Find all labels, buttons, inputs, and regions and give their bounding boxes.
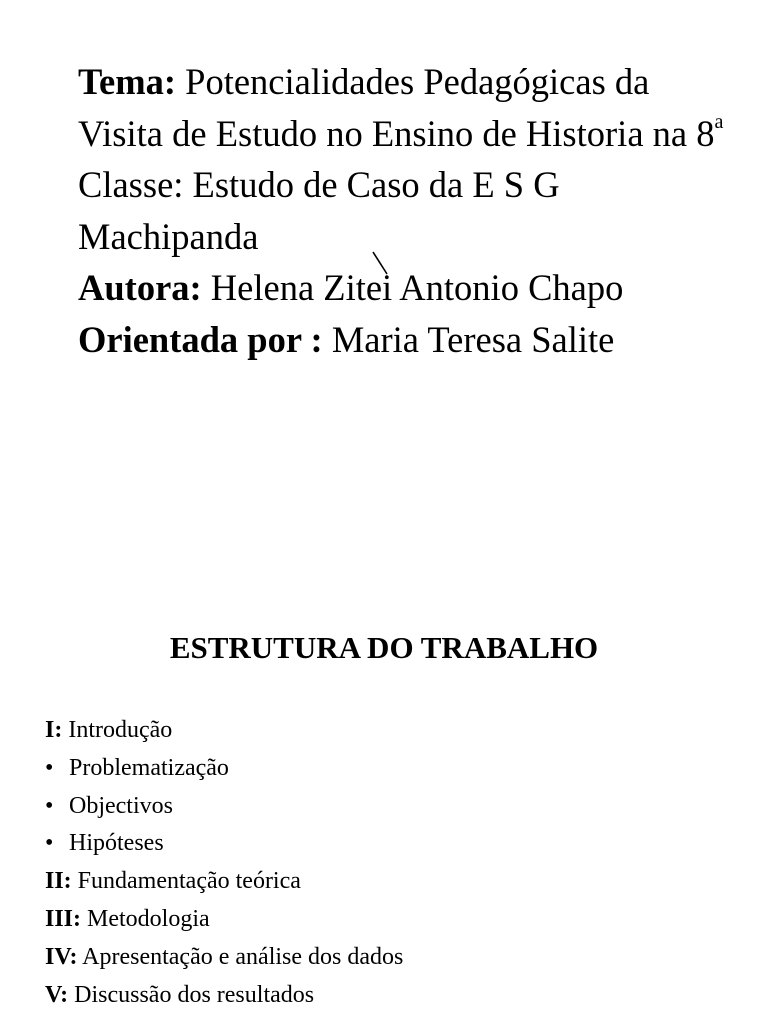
outline-item-text: Hipóteses: [69, 830, 164, 857]
orientada-text: Maria Teresa Salite: [322, 318, 615, 360]
outline-item: [45, 863, 403, 901]
autora-text: Helena Zitei Antonio Chapo: [201, 267, 624, 308]
tema-text-a: Potencialidades Pedagógicas da Visita de Estudo no Ensino de Historia na 8: [78, 61, 715, 154]
tema-text-b: Classe: Estudo de Caso da E S G Machipanda: [78, 164, 560, 257]
outline-item-text: Fundamentação teórica: [71, 868, 301, 895]
outline-subitem: [45, 825, 403, 863]
structure-outline: [45, 712, 403, 1014]
outline-item-number: V:: [45, 981, 69, 1008]
tema-ordinal-sup: a: [714, 110, 724, 133]
outline-item-text: Objectivos: [69, 792, 173, 819]
outline-item: [45, 712, 403, 750]
tema-label: Tema:: [78, 61, 177, 102]
outline-item-number: III:: [45, 905, 82, 932]
orientada-label: Orientada por :: [78, 318, 323, 360]
bullet-icon: •: [45, 754, 54, 781]
outline-subitem: [45, 788, 403, 826]
text-cursor-icon: [371, 251, 389, 275]
bullet-icon: •: [45, 792, 54, 819]
orientada-line: [78, 314, 738, 366]
outline-item-number: II:: [45, 868, 72, 895]
autora-line: [78, 262, 738, 314]
bullet-icon: •: [45, 830, 54, 857]
outline-item-text: Introdução: [62, 717, 173, 743]
outline-item-text: Problematização: [69, 754, 229, 781]
autora-label: Autora:: [78, 267, 202, 308]
outline-subitem: [45, 750, 403, 788]
title-slide: [78, 56, 738, 365]
outline-item-number: IV:: [45, 943, 78, 970]
section-title: ESTRUTURA DO TRABALHO: [169, 630, 599, 665]
outline-item-number: I:: [45, 717, 63, 743]
outline-item: [45, 939, 403, 977]
outline-item-text: Apresentação e análise dos dados: [77, 943, 404, 970]
outline-item: [45, 901, 403, 939]
outline-item-text: Discussão dos resultados: [68, 981, 315, 1008]
tema-line: [78, 56, 738, 262]
outline-item: [45, 977, 403, 1015]
outline-item-text: Metodologia: [81, 905, 210, 932]
